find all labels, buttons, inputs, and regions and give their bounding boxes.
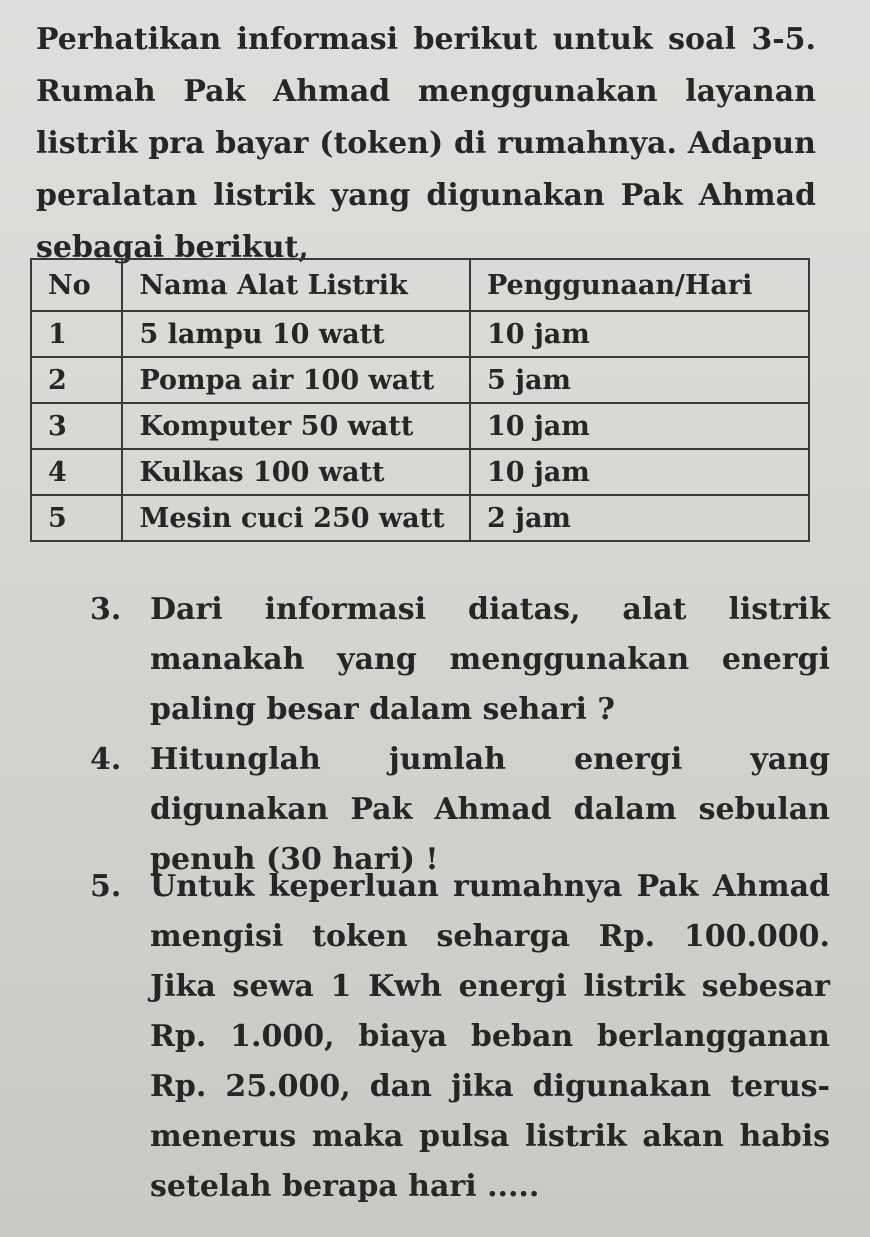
cell-usage: 2 jam — [470, 495, 809, 541]
appliance-table-container — [30, 258, 810, 542]
cell-appliance: Komputer 50 watt — [122, 403, 470, 449]
question-number: 3. — [90, 592, 122, 627]
cell-usage: 10 jam — [470, 311, 809, 357]
cell-usage: 5 jam — [470, 357, 809, 403]
cell-appliance: Kulkas 100 watt — [122, 449, 470, 495]
cell-appliance: Mesin cuci 250 watt — [122, 495, 470, 541]
question-5 — [90, 862, 830, 1212]
cell-appliance: Pompa air 100 watt — [122, 357, 470, 403]
cell-appliance: 5 lampu 10 watt — [122, 311, 470, 357]
table-row — [31, 495, 809, 541]
question-3 — [90, 585, 830, 735]
cell-no: 4 — [31, 449, 122, 495]
header-no: No — [31, 259, 122, 311]
table-row — [31, 311, 809, 357]
appliance-table — [30, 258, 810, 542]
question-text: Dari informasi diatas, alat listrik manakah yang menggunakan energi paling besar dalam sehari ? — [150, 592, 830, 727]
cell-usage: 10 jam — [470, 403, 809, 449]
table-row — [31, 357, 809, 403]
question-number: 5. — [90, 869, 122, 904]
cell-no: 2 — [31, 357, 122, 403]
table-row — [31, 449, 809, 495]
question-text: Untuk keperluan rumahnya Pak Ahmad mengisi token seharga Rp. 100.000. Jika sewa 1 Kwh energi listrik sebesar Rp. 1.000, biaya beban berlangganan Rp. 25.000, dan jika digunakan terus-menerus maka pulsa listrik akan habis setelah berapa hari ..... — [150, 869, 830, 1204]
cell-no: 3 — [31, 403, 122, 449]
intro-paragraph: Perhatikan informasi berikut untuk soal 3-5. Rumah Pak Ahmad menggunakan layanan listrik pra bayar (token) di rumahnya. Adapun peralatan listrik yang digunakan Pak Ahmad sebagai berikut, — [36, 22, 816, 265]
header-appliance-name: Nama Alat Listrik — [122, 259, 470, 311]
cell-no: 1 — [31, 311, 122, 357]
table-header-row — [31, 259, 809, 311]
question-text: Hitunglah jumlah energi yang digunakan Pak Ahmad dalam sebulan penuh (30 hari) ! — [150, 742, 830, 877]
table-row — [31, 403, 809, 449]
header-usage-per-day: Penggunaan/Hari — [470, 259, 809, 311]
cell-usage: 10 jam — [470, 449, 809, 495]
question-number: 4. — [90, 742, 122, 777]
cell-no: 5 — [31, 495, 122, 541]
